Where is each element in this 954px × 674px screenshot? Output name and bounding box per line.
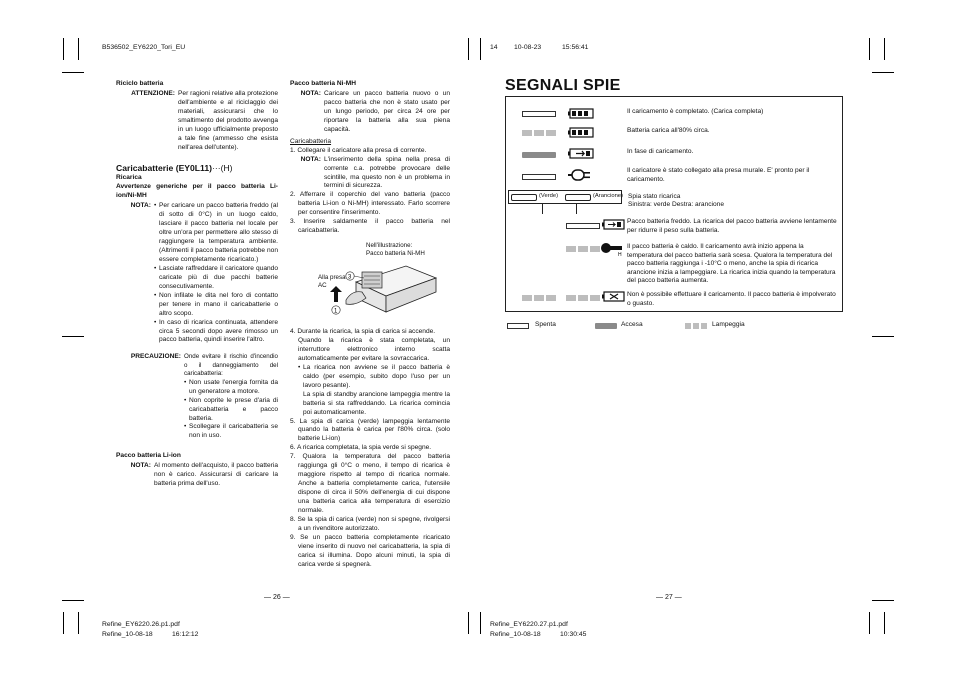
spia-title: Spia stato ricarica — [628, 193, 681, 200]
recycle-title: Riciclo batteria — [116, 80, 164, 87]
led-blink-indicator — [522, 130, 556, 136]
step-4-extra: La spia di standby arancione lampeggia mentre la batteria si sta raffreddando. La ricarica comincia poi automaticamente. — [303, 390, 450, 416]
legend-on-swatch — [595, 323, 617, 329]
general-warning-heading: Avvertenze generiche per il pacco batteria Li-ion/Ni-MH — [116, 183, 278, 200]
step-4-line2: Quando la ricarica è stata completata, un interruttore elettronico interno scatta automaticamente per evitare la sovraccarica. — [298, 336, 450, 362]
led-green-swatch — [511, 194, 537, 201]
footer-left-time: 16:12:12 — [172, 631, 199, 638]
step-5: 5. La spia di carica (verde) lampeggia lentamente quando la batteria è carica per l'80% circa. (solo batterie Li-ion) — [290, 417, 450, 443]
step-4-line1: 4. Durante la ricarica, la spia di carica si accende. — [290, 328, 436, 335]
verde-label: (Verde) — [539, 193, 559, 199]
row-plug-text: Il caricatore è stato collegato alla presa murale. E' pronto per il caricamento. — [627, 167, 810, 183]
step-2: 2. Afferrare il coperchio del vano batteria (pacco batteria Li-ion o Ni-MH) interessato. Farlo scorrere per consentire l'inserimento. — [290, 191, 450, 217]
footer-left-date: Refine_10-08-18 — [102, 631, 153, 638]
charger-drawing — [316, 242, 442, 322]
column-2 — [290, 80, 450, 236]
header-filename: B536502_EY6220_Tori_EU — [102, 44, 186, 51]
header-page: 14 — [490, 44, 498, 51]
svg-text:1: 1 — [334, 308, 338, 315]
precauzione-text: Onde evitare il rischio d'incendio o il danneggiamento del caricabatteria: — [184, 353, 278, 378]
footer-right-time: 10:30:45 — [560, 631, 587, 638]
step-7: 7. Qualora la temperatura del pacco batteria raggiunga gli 0°C o meno, il tempo di ricarica è maggiore rispetto al tempo di ricarica normale. Anche a batteria completamente carica, l'utensile dispone di circa il 50% dell'energia di cui dispone una batteria carica alla temperatura di esercizio normale. — [290, 453, 450, 515]
nimh-nota-label: NOTA: — [300, 89, 321, 97]
column-1 — [116, 80, 278, 489]
step1-nota-label: NOTA: — [300, 155, 321, 163]
step-3: 3. Inserire saldamente il pacco batteria nel caricabatteria. — [290, 218, 450, 235]
caricabatteria-label: Caricabatteria — [290, 137, 332, 145]
list-item: • In caso di ricarica continuata, attendere circa 5 secondi dopo avere rimosso un pacco batteria, quindi inserire l'altro. — [154, 318, 278, 344]
connector-line — [542, 204, 543, 214]
step-1: 1. Collegare il caricatore alla presa di corrente. — [290, 146, 427, 154]
liion-nota-label: NOTA: — [130, 462, 151, 470]
led-on-indicator — [522, 152, 556, 158]
legend — [505, 320, 843, 332]
svg-text:3: 3 — [348, 274, 352, 281]
charger-title: Caricabatterie (EY0L11)···(H) — [116, 162, 233, 173]
ricarica-heading: Ricarica — [116, 174, 142, 182]
row-charging-text: In fase di caricamento. — [627, 148, 694, 155]
step-9: 9. Se un pacco batteria completamente ricaricato viene inserito di nuovo nel caricabatteria, la spia di carica si illumina. Dopo alcuni minuti, la spia di carica verde si spegnerà. — [290, 533, 450, 568]
list-item: • Scollegare il caricabatteria se non in uso. — [184, 423, 278, 440]
led-blink-indicator — [566, 246, 600, 252]
battery-full-icon — [568, 108, 596, 119]
footer-left-file: Refine_EY6220.26.p1.pdf — [102, 621, 180, 628]
row-hot-text: Il pacco batteria è caldo. Il caricamento avrà inizio appena la temperatura del pacco batteria sarà scesa. Qualora la temperatura del pacco batteria raggiunga i -10°C o meno, anche la spia di ricarica arancione inizia a lampeggiare. La ricarica inizia quando la temperatura del pacco batteria aumenta. — [627, 243, 836, 285]
row-80-text: Batteria carica all'80% circa. — [627, 127, 710, 134]
list-item: • Non coprite le prese d'aria di caricabatteria e pacco batteria. — [184, 396, 278, 422]
plug-icon — [568, 167, 596, 183]
arancione-label: (Arancione) — [593, 193, 623, 199]
nota-list — [154, 202, 278, 345]
led-off-indicator — [522, 111, 556, 117]
attention-text: Per ragioni relative alla protezione dell'ambiente e al riciclaggio dei materiali, assicurarsi che lo smaltimento del prodotto avvenga in un luogo ufficialmente preposto a tale fine (ammesso che esista nell'area dell'utente). — [178, 89, 278, 151]
footer-right-file: Refine_EY6220.27.p1.pdf — [490, 621, 568, 628]
page-number-right: — 27 — — [656, 594, 682, 601]
attention-label: ATTENZIONE: — [131, 89, 175, 97]
charger-illustration — [316, 242, 442, 322]
nimh-title: Pacco batteria Ni-MH — [290, 80, 356, 87]
header-date: 10-08-23 — [514, 44, 542, 51]
connector-line — [576, 204, 577, 214]
spia-sub: Sinistra: verde Destra: arancione — [628, 201, 725, 208]
legend-blink-label: Lampeggia — [712, 321, 745, 328]
error-icon — [602, 291, 626, 302]
page-title: SEGNALI SPIE — [505, 77, 621, 94]
footer-right-date: Refine_10-08-18 — [490, 631, 541, 638]
list-item: • Non infilate le dita nel foro di contatto per tenere in mano il caricabatterie o altro scopo. — [154, 291, 278, 317]
list-item: • Non usate l'energia fornita da un generatore a motore. — [184, 378, 278, 395]
column-2-lower — [290, 328, 450, 570]
legend-on-label: Accesa — [621, 321, 643, 328]
list-item: • Lasciate raffreddare il caricatore quando caricate più di due pacchi batterie consecutivamente. — [154, 264, 278, 290]
led-orange-swatch — [565, 194, 591, 201]
led-off-indicator — [522, 174, 556, 180]
row-complete-text: Il caricamento è completato. (Carica completa) — [627, 108, 764, 115]
step-6: 6. A ricarica completata, la spia verde si spegne. — [290, 444, 432, 452]
step-4-bullet: • La ricarica non avviene se il pacco batteria è caldo (per esempio, subito dopo l'uso per un lavoro pesante). — [298, 363, 450, 389]
list-item: • Per caricare un pacco batteria freddo (al di sotto di 0°C) in un luogo caldo, lasciare il pacco batteria nel locale per oltre un'ora per permettere allo stesso di raggiungere la temperatura ambiente. (Altrimenti il pacco batteria potrebbe non essere completamente ricaricato.) — [154, 202, 278, 263]
step1-nota-text: L'inserimento della spina nella presa di corrente c.a. potrebbe provocare delle scintille, ma questo non è un problema in termini di sicurezza. — [324, 155, 450, 190]
svg-text:H: H — [618, 252, 622, 256]
charging-icon — [568, 148, 596, 159]
signal-table — [505, 96, 843, 312]
precauzione-label: PRECAUZIONE: — [130, 353, 181, 361]
liion-nota-text: Al momento dell'acquisto, il pacco batteria non è carico. Assicurarsi di caricare la batteria prima dell'uso. — [154, 462, 278, 488]
page-number-left: — 26 — — [264, 594, 290, 601]
nimh-nota-text: Caricare un pacco batteria nuovo o un pacco batteria che non è stato usato per un lungo periodo, per circa 24 ore per riportare la batteria alla sua piena capacità. — [324, 89, 450, 133]
step-8: 8. Se la spia di carica (verde) non si spegne, rivolgersi a un rivenditore autorizzato. — [290, 516, 450, 532]
thermometer-icon — [600, 240, 626, 256]
battery-80-icon — [568, 127, 596, 138]
nota-label: NOTA: — [130, 202, 151, 210]
battery-cold-icon — [602, 219, 626, 230]
figure-ac-label: Alla presa AC — [318, 274, 346, 290]
legend-blink-swatch — [685, 323, 707, 329]
row-cold-text: Pacco batteria freddo. La ricarica del pacco batteria avviene lentamente per ridurre il peso sulla batteria. — [627, 218, 837, 234]
legend-off-label: Spenta — [535, 321, 556, 328]
spia-box — [508, 190, 622, 204]
header-time: 15:56:41 — [562, 44, 589, 51]
figure-caption: Nell'illustrazione: Pacco batteria Ni-MH — [366, 242, 425, 258]
liion-title: Pacco batteria Li-ion — [116, 452, 181, 460]
row-error-text: Non è possibile effettuare il caricamento. Il pacco batteria è impolverato o guasto. — [627, 291, 836, 307]
led-blink-indicator — [522, 295, 556, 301]
led-off-indicator — [566, 223, 600, 229]
led-blink-indicator — [566, 295, 600, 301]
legend-off-swatch — [507, 323, 529, 329]
